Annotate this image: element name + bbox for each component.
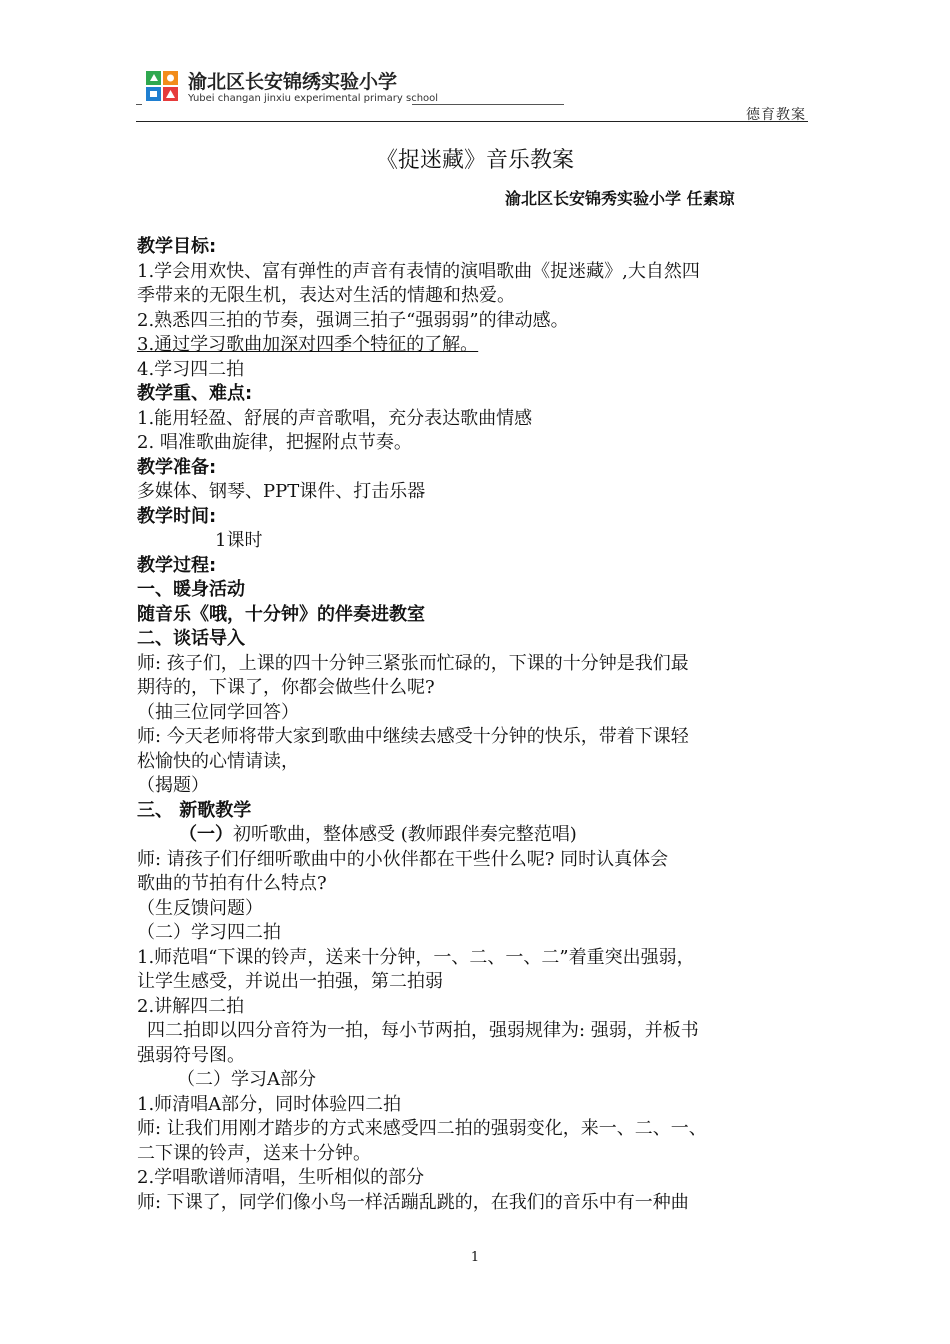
section-heading: 教学时间: xyxy=(137,505,217,527)
header-rule xyxy=(136,121,808,122)
body-line: 师: 孩子们，上课的四十分钟三紧张而忙碌的，下课的十分钟是我们最 xyxy=(137,652,689,674)
body-line: 1.师清唱A部分，同时体验四二拍 xyxy=(137,1093,402,1115)
body-line: 2.熟悉四三拍的节奏，强调三拍子“强弱弱”的律动感。 xyxy=(137,309,569,331)
body-line: （抽三位同学回答） xyxy=(137,701,299,723)
header-category: 德育教案 xyxy=(746,107,806,123)
body-line: 师: 今天老师将带大家到歌曲中继续去感受十分钟的快乐，带着下课轻 xyxy=(137,726,689,747)
body-line: （揭题） xyxy=(137,775,209,796)
section-heading: 二、谈话导入 xyxy=(137,628,245,649)
section-heading: 教学过程: xyxy=(137,554,217,576)
page-header xyxy=(136,64,808,124)
body-line: 师: 请孩子们仔细听歌曲中的小伙伴都在干些什么呢? 同时认真体会 xyxy=(137,848,669,870)
body-line: 师: 让我们用刚才踏步的方式来感受四二拍的强弱变化，来一、二、一、 xyxy=(137,1118,707,1139)
school-logo-icon xyxy=(144,69,180,103)
school-name-en: Yubei changan jinxiu experimental primary school xyxy=(188,93,439,104)
body-line: （生反馈问题） xyxy=(137,897,263,919)
body-line: 1.能用轻盈、舒展的声音歌唱，充分表达歌曲情感 xyxy=(137,407,533,429)
document-author: 渝北区长安锦秀实验小学 任素琼 xyxy=(505,189,735,208)
body-line-underlined xyxy=(137,333,817,358)
body-line: 松愉快的心情请读， xyxy=(137,750,299,772)
subsection-marker: （一） xyxy=(179,824,233,845)
body-line: 强弱符号图。 xyxy=(137,1044,245,1066)
header-short-rule xyxy=(412,104,564,105)
body-line: 二下课的铃声，送来十分钟。 xyxy=(137,1142,371,1164)
section-heading: 一、暖身活动 xyxy=(137,579,245,600)
header-dash xyxy=(136,104,142,105)
body-line: 2. 唱准歌曲旋律，把握附点节奏。 xyxy=(137,432,412,453)
subsection-text: 初听歌曲，整体感受 (教师跟伴奏完整范唱) xyxy=(233,824,577,845)
section-heading: 三、 新歌教学 xyxy=(137,799,252,821)
body-line: 1.师范唱“下课的铃声，送来十分钟，一、二、一、二”着重突出强弱， xyxy=(137,946,695,968)
document-title: 《捉迷藏》音乐教案 xyxy=(375,148,574,173)
body-line: 让学生感受，并说出一拍强，第二拍弱 xyxy=(137,971,443,992)
body-line: 2.学唱歌谱师清唱，生听相似的部分 xyxy=(137,1167,425,1188)
body-line: 2.讲解四二拍 xyxy=(137,995,245,1017)
body-line: 1课时 xyxy=(215,530,263,551)
body-line: 期待的，下课了，你都会做些什么呢? xyxy=(137,677,435,698)
school-name-cn: 渝北区长安锦绣实验小学 xyxy=(188,71,398,93)
document-body xyxy=(137,235,817,1215)
body-line: 四二拍即以四分音符为一拍，每小节两拍，强弱规律为: 强弱，并板书 xyxy=(147,1020,699,1041)
body-line: 1.学会用欢快、富有弹性的声音有表情的演唱歌曲《捉迷藏》,大自然四 xyxy=(137,260,700,282)
page-number: 1 xyxy=(470,1250,480,1265)
section-heading: 教学目标: xyxy=(137,236,217,257)
section-heading: 教学重、难点: xyxy=(137,383,253,404)
body-line: （二）学习A部分 xyxy=(177,1069,316,1090)
body-line: 季带来的无限生机，表达对生活的情趣和热爱。 xyxy=(137,285,515,306)
section-heading: 随音乐《哦，十分钟》的伴奏进教室 xyxy=(137,603,425,625)
section-heading: 教学准备: xyxy=(137,456,217,478)
body-line: 4.学习四二拍 xyxy=(137,358,245,380)
underlined-text: 3.通过学习歌曲加深对四季个特征的了解。 xyxy=(137,334,479,355)
body-line: （二）学习四二拍 xyxy=(137,922,281,943)
body-line: 多媒体、钢琴、PPT课件、打击乐器 xyxy=(137,481,426,502)
body-line xyxy=(137,823,817,848)
body-line: 师: 下课了，同学们像小鸟一样活蹦乱跳的，在我们的音乐中有一种曲 xyxy=(137,1191,689,1213)
body-line: 歌曲的节拍有什么特点? xyxy=(137,873,327,894)
